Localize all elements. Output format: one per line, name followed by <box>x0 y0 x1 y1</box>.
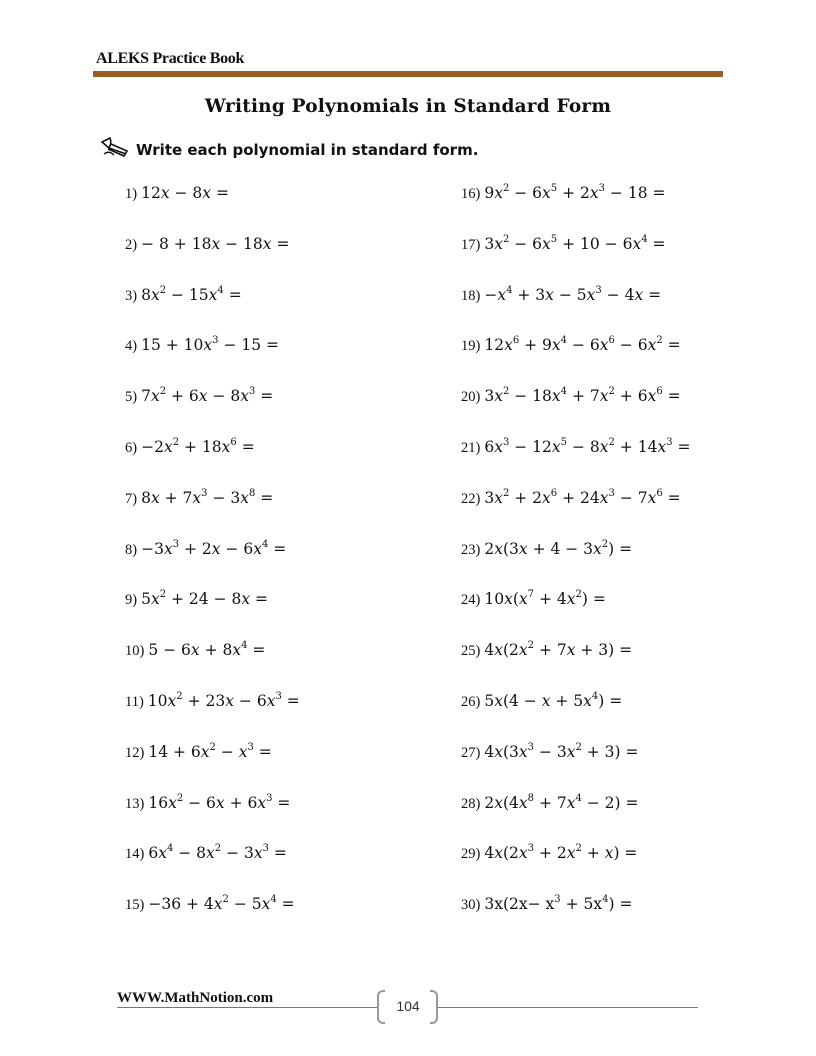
page-bracket-left <box>377 990 385 1024</box>
instruction-text: Write each polynomial in standard form. <box>136 141 479 159</box>
problem-28 <box>461 793 639 813</box>
problem-expression: $15 + 10x^3 - 15$ = <box>141 335 279 355</box>
problem-number: 4) <box>125 338 138 355</box>
problem-expression: $4x(2x^3 + 2x^2 + x)$ = <box>484 843 638 863</box>
problem-number: 6) <box>125 440 138 456</box>
problem-number: 14) <box>125 846 145 863</box>
problem-expression: $3x^2 + 2x^6 + 24x^3 - 7x^6$ = <box>484 487 681 507</box>
problem-expression: $2x(4x^8 + 7x^4 - 2)$ = <box>484 792 639 812</box>
problem-8 <box>125 539 286 559</box>
problem-14 <box>125 843 287 863</box>
problem-number: 9) <box>125 592 138 609</box>
problem-expression: $-36 + 4x^2 - 5x^4$ = <box>148 894 295 914</box>
problem-22 <box>461 488 681 508</box>
problem-13 <box>125 793 290 813</box>
problem-1 <box>125 183 229 203</box>
problem-expression: $-2x^2 + 18x^6$ = <box>141 437 255 456</box>
problem-number: 12) <box>125 744 145 761</box>
problem-5 <box>125 386 273 406</box>
problem-number: 13) <box>125 795 145 812</box>
problem-expression: − 8 + 18x − 18x = <box>141 234 290 253</box>
problem-20 <box>461 386 681 406</box>
problem-expression: $16x^2 - 6x + 6x^3$ = <box>148 792 291 812</box>
problem-expression: $3x(2x- x^3 + 5x^4)$ = <box>484 894 633 914</box>
problem-6 <box>125 437 255 457</box>
problem-number: 11) <box>125 694 144 710</box>
problem-number: 27) <box>461 744 481 761</box>
problem-number: 21) <box>461 440 481 456</box>
book-header: ALEKS Practice Book <box>96 50 245 67</box>
problem-12 <box>125 742 272 762</box>
pencil-writing-icon <box>100 134 130 158</box>
problem-21 <box>461 437 691 457</box>
problem-26 <box>461 691 622 711</box>
problem-10 <box>125 640 265 660</box>
problem-number: 7) <box>125 490 138 507</box>
problem-number: 23) <box>461 541 481 558</box>
problem-expression: $4x(3x^3 - 3x^2 + 3)$ = <box>484 741 639 761</box>
problem-29 <box>461 843 637 863</box>
problem-number: 19) <box>461 338 481 355</box>
problem-expression: $6x^4 - 8x^2 - 3x^3$ = <box>148 843 287 863</box>
problem-number: 2) <box>125 236 138 253</box>
problem-23 <box>461 539 632 559</box>
problem-number: 5) <box>125 389 138 406</box>
problem-expression: $3x^2 - 18x^4 + 7x^2 + 6x^6$ = <box>484 386 681 406</box>
problem-15 <box>125 894 295 914</box>
problem-expression: $-3x^3 + 2x - 6x^4$ = <box>141 538 287 558</box>
header-rule <box>93 71 723 77</box>
problem-number: 3) <box>125 287 138 304</box>
problem-expression: $14 + 6x^2 - x^3$ = <box>148 741 272 761</box>
problem-number: 10) <box>125 643 145 660</box>
problem-expression: $2x(3x + 4 - 3x^2)$ = <box>484 538 633 558</box>
problem-7 <box>125 488 273 508</box>
problem-17 <box>461 234 666 254</box>
problem-expression: $6x^3 - 12x^5 - 8x^2 + 14x^3$ = <box>484 437 691 456</box>
problem-11 <box>125 691 300 711</box>
problem-number: 28) <box>461 795 481 812</box>
problem-expression: $-x^4 + 3x - 5x^3 - 4x$ = <box>484 284 662 304</box>
problem-30 <box>461 894 632 914</box>
problem-expression: $9x^2 - 6x^5 + 2x^3 - 18$ = <box>484 183 666 202</box>
page-number: 104 <box>396 998 420 1014</box>
problem-19 <box>461 335 681 355</box>
footer-rule-right <box>438 1007 698 1008</box>
problem-number: 16) <box>461 186 481 202</box>
problem-expression: $3x^2 - 6x^5 + 10 - 6x^4$ = <box>484 233 666 253</box>
problem-number: 22) <box>461 490 481 507</box>
problem-4 <box>125 335 279 355</box>
problem-expression: $10x^2 + 23x - 6x^3$ = <box>147 691 300 710</box>
page-title: Writing Polynomials in Standard Form <box>204 96 612 117</box>
problem-expression: 12x − 8x = <box>141 184 229 202</box>
problem-16 <box>461 183 665 203</box>
problem-number: 15) <box>125 897 145 914</box>
problem-number: 24) <box>461 592 481 609</box>
problem-9 <box>125 589 268 609</box>
problem-expression: $5 - 6x + 8x^4$ = <box>148 640 266 660</box>
problem-number: 18) <box>461 287 481 304</box>
problem-number: 26) <box>461 694 481 710</box>
problem-number: 20) <box>461 389 481 406</box>
problem-expression: $12x^6 + 9x^4 - 6x^6 - 6x^2$ = <box>484 335 681 355</box>
problem-24 <box>461 589 606 609</box>
problem-25 <box>461 640 632 660</box>
problem-number: 17) <box>461 236 481 253</box>
problem-2 <box>125 234 289 254</box>
problem-expression: $7x^2 + 6x - 8x^3$ = <box>141 386 274 406</box>
problem-expression: $5x^2 + 24 - 8x$ = <box>141 589 269 609</box>
problem-expression: $4x(2x^2 + 7x + 3)$ = <box>484 640 633 660</box>
problem-18 <box>461 285 661 305</box>
problem-expression: $8x^2 - 15x^4$ = <box>141 284 242 304</box>
problem-number: 29) <box>461 846 481 863</box>
problem-expression: $8x + 7x^3 - 3x^8$ = <box>141 487 274 507</box>
problem-number: 8) <box>125 541 138 558</box>
problem-number: 30) <box>461 897 481 914</box>
problem-number: 1) <box>125 186 138 202</box>
problem-27 <box>461 742 639 762</box>
problem-expression: $5x(4 - x + 5x^4)$ = <box>484 691 623 710</box>
footer-rule-left <box>117 1007 377 1008</box>
problem-expression: $10x(x^7 + 4x^2)$ = <box>484 589 606 609</box>
problem-3 <box>125 285 242 305</box>
page-bracket-right <box>430 990 438 1024</box>
footer-website: WWW.MathNotion.com <box>117 990 274 1006</box>
problem-number: 25) <box>461 643 481 660</box>
